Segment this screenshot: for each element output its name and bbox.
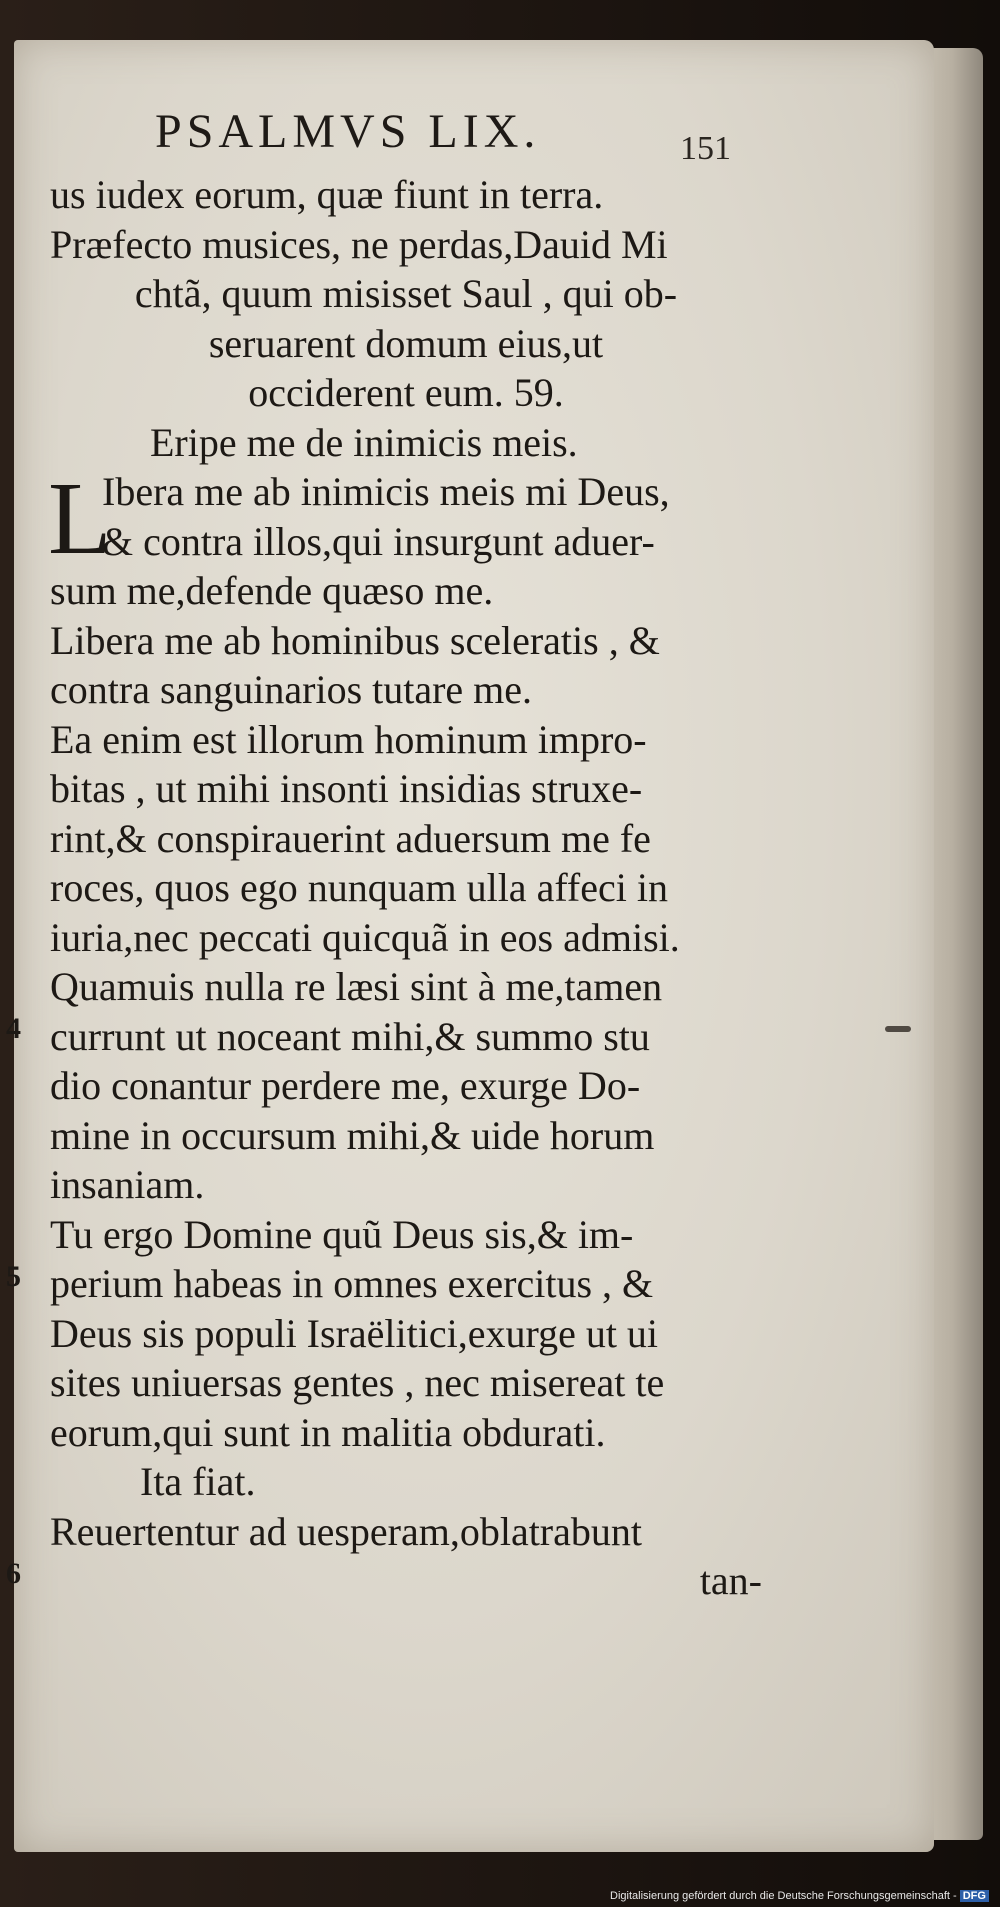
opening-paragraph: [48, 461, 762, 576]
text-line: chtã, quum misisset Saul , qui ob-: [134, 271, 678, 316]
folio-number: 151: [680, 130, 731, 167]
text-line: rint,& conspirauerint aduersum me fe: [50, 815, 651, 861]
margin-verse-number: 6: [6, 1557, 21, 1590]
psalm-title: Eripe me de inimicis meis.: [150, 419, 578, 465]
text-line: occiderent eum. 59.: [248, 370, 564, 415]
text-line: Deus sis populi Israëlitici,exurge ut ui: [50, 1310, 659, 1356]
text-line: Præfecto musices, ne perdas,Dauid Mi: [50, 221, 668, 267]
text-line: insaniam.: [50, 1162, 205, 1207]
text-line: currunt ut noceant mihi,& summo stu: [50, 1013, 650, 1059]
text-line: contra sanguinarios tutare me.: [50, 667, 533, 712]
ink-smudge: [885, 1026, 911, 1032]
text-line: mine in occursum mihi,& uide horum: [50, 1112, 655, 1158]
catchword: tan-: [699, 1558, 762, 1603]
page-header: [155, 104, 735, 164]
text-line: dio conantur perdere me, exurge Do-: [50, 1063, 641, 1108]
text-line: Libera me ab hominibus sceleratis , &: [50, 617, 660, 663]
text-line: Quamuis nulla re læsi sint à me,tamen: [50, 964, 663, 1009]
text-line: eorum,qui sunt in malitia obdurati.: [50, 1409, 606, 1455]
text-line: Ea enim est illorum hominum impro-: [50, 716, 647, 762]
digitization-footer: [610, 1890, 989, 1902]
drop-cap: L: [48, 461, 112, 576]
text-line: us iudex eorum, quæ fiunt in terra.: [50, 172, 604, 217]
text-line: seruarent domum eius,ut: [208, 320, 604, 366]
dfg-logo: DFG: [960, 1890, 989, 1902]
margin-verse-number: 4: [6, 1012, 21, 1045]
text-line: roces, quos ego nunquam ulla affeci in: [50, 865, 668, 910]
text-line: Ita fiat.: [140, 1459, 256, 1504]
text-line: Ibera me ab inimicis meis mi Deus,: [102, 469, 670, 514]
text-line: Reuertentur ad uesperam,oblatrabunt: [50, 1508, 642, 1554]
text-line: bitas , ut mihi insonti insidias struxe-: [50, 766, 643, 811]
text-line: sites uniuersas gentes , nec misereat te: [50, 1360, 665, 1405]
running-head: PSALMVS LIX.: [155, 105, 541, 158]
text-block: [50, 170, 762, 1606]
footer-text: Digitalisierung gefördert durch die Deutsche Forschungsgemeinschaft -: [610, 1890, 957, 1902]
text-line: iuria,nec peccati quicquã in eos admisi.: [50, 914, 680, 960]
text-line: Tu ergo Domine quũ Deus sis,& im-: [50, 1211, 634, 1257]
text-line: sum me,defende quæso me.: [50, 568, 494, 613]
text-line: & contra illos,qui insurgunt aduer-: [102, 518, 655, 564]
margin-verse-number: 5: [6, 1260, 21, 1293]
text-line: perium habeas in omnes exercitus , &: [50, 1261, 654, 1306]
